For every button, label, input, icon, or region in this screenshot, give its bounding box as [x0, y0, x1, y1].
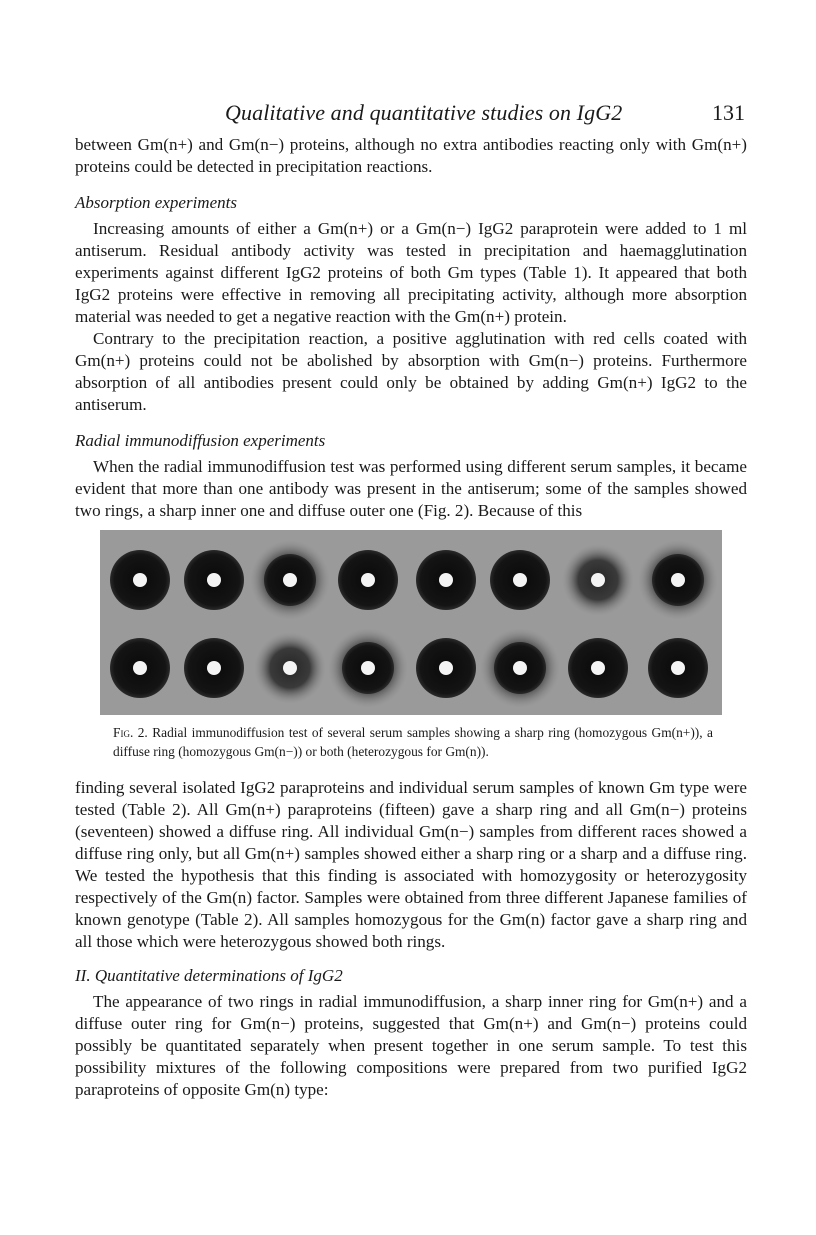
- heading-section-2: II. Quantitative determinations of IgG2: [75, 966, 343, 985]
- running-title: Qualitative and quantitative studies on IgG2: [225, 100, 623, 125]
- figure-caption-text: Radial immunodiffusion test of several serum samples showing a sharp ring (homozygous Gm(n+)), a diffuse ring (homozygous Gm(n−)) or both (heterozygous for Gm(n)).: [113, 725, 713, 759]
- immunodiffusion-plate-image: [100, 530, 722, 715]
- paragraph-absorption-1: Increasing amounts of either a Gm(n+) or a Gm(n−) IgG2 paraprotein were added to 1 ml antiserum. Residual antibody activity was tested in precipitation and haemagglutination experiments against different IgG2 proteins of both Gm types (Table 1). It appeared that both IgG2 proteins were effective in removing all precipitating activity, although more absorption material was needed to get a negative reaction with the Gm(n+) protein.: [75, 219, 747, 326]
- paragraph-absorption-2: Contrary to the precipitation reaction, a positive agglutination with red cells coated with Gm(n+) proteins could not be abolished by absorption with Gm(n−) proteins. Furthermore absorption of all antibodies present could only be obtained by adding Gm(n+) IgG2 to the antiserum.: [75, 329, 747, 414]
- paragraph-after-figure: finding several isolated IgG2 paraproteins and individual serum samples of known Gm type were tested (Table 2). All Gm(n+) paraproteins (fifteen) gave a sharp ring and all Gm(n−) proteins (seventeen) showed a diffuse ring. All individual Gm(n−) samples from different races showed a diffuse ring only, but all Gm(n+) samples showed either a sharp ring or a sharp and a diffuse ring. We tested the hypothesis that this finding is associated with homozygosity or heterozygosity respectively of the Gm(n) factor. Samples were obtained from three different Japanese families of known genotype (Table 2). All samples homozygous for the Gm(n) factor gave a sharp ring and all those which were heterozygous showed both rings.: [75, 778, 747, 951]
- figure-caption: [113, 723, 713, 761]
- figure-2: [75, 530, 747, 761]
- page-number: 131: [712, 100, 745, 125]
- figure-label: Fig. 2.: [113, 725, 148, 740]
- article-page: [75, 100, 747, 1101]
- paragraph-section-2-1: The appearance of two rings in radial immunodiffusion, a sharp inner ring for Gm(n+) and a diffuse outer ring for Gm(n−) proteins, suggested that Gm(n+) and Gm(n−) proteins could possibly be quantitated separately when present together in one serum sample. To test this possibility mixtures of the following compositions were prepared from two purified IgG2 paraproteins of opposite Gm(n) type:: [75, 992, 747, 1099]
- heading-radial: Radial immunodiffusion experiments: [75, 431, 326, 450]
- running-header: [75, 100, 747, 134]
- paragraph-radial-1: When the radial immunodiffusion test was performed using different serum samples, it became evident that more than one antibody was present in the antiserum; some of the samples showed two rings, a sharp inner one and diffuse outer one (Fig. 2). Because of this: [75, 457, 747, 520]
- heading-absorption: Absorption experiments: [75, 193, 237, 212]
- paragraph-intro: between Gm(n+) and Gm(n−) proteins, although no extra antibodies reacting only with Gm(n+) proteins could be detected in precipitation reactions.: [75, 135, 747, 176]
